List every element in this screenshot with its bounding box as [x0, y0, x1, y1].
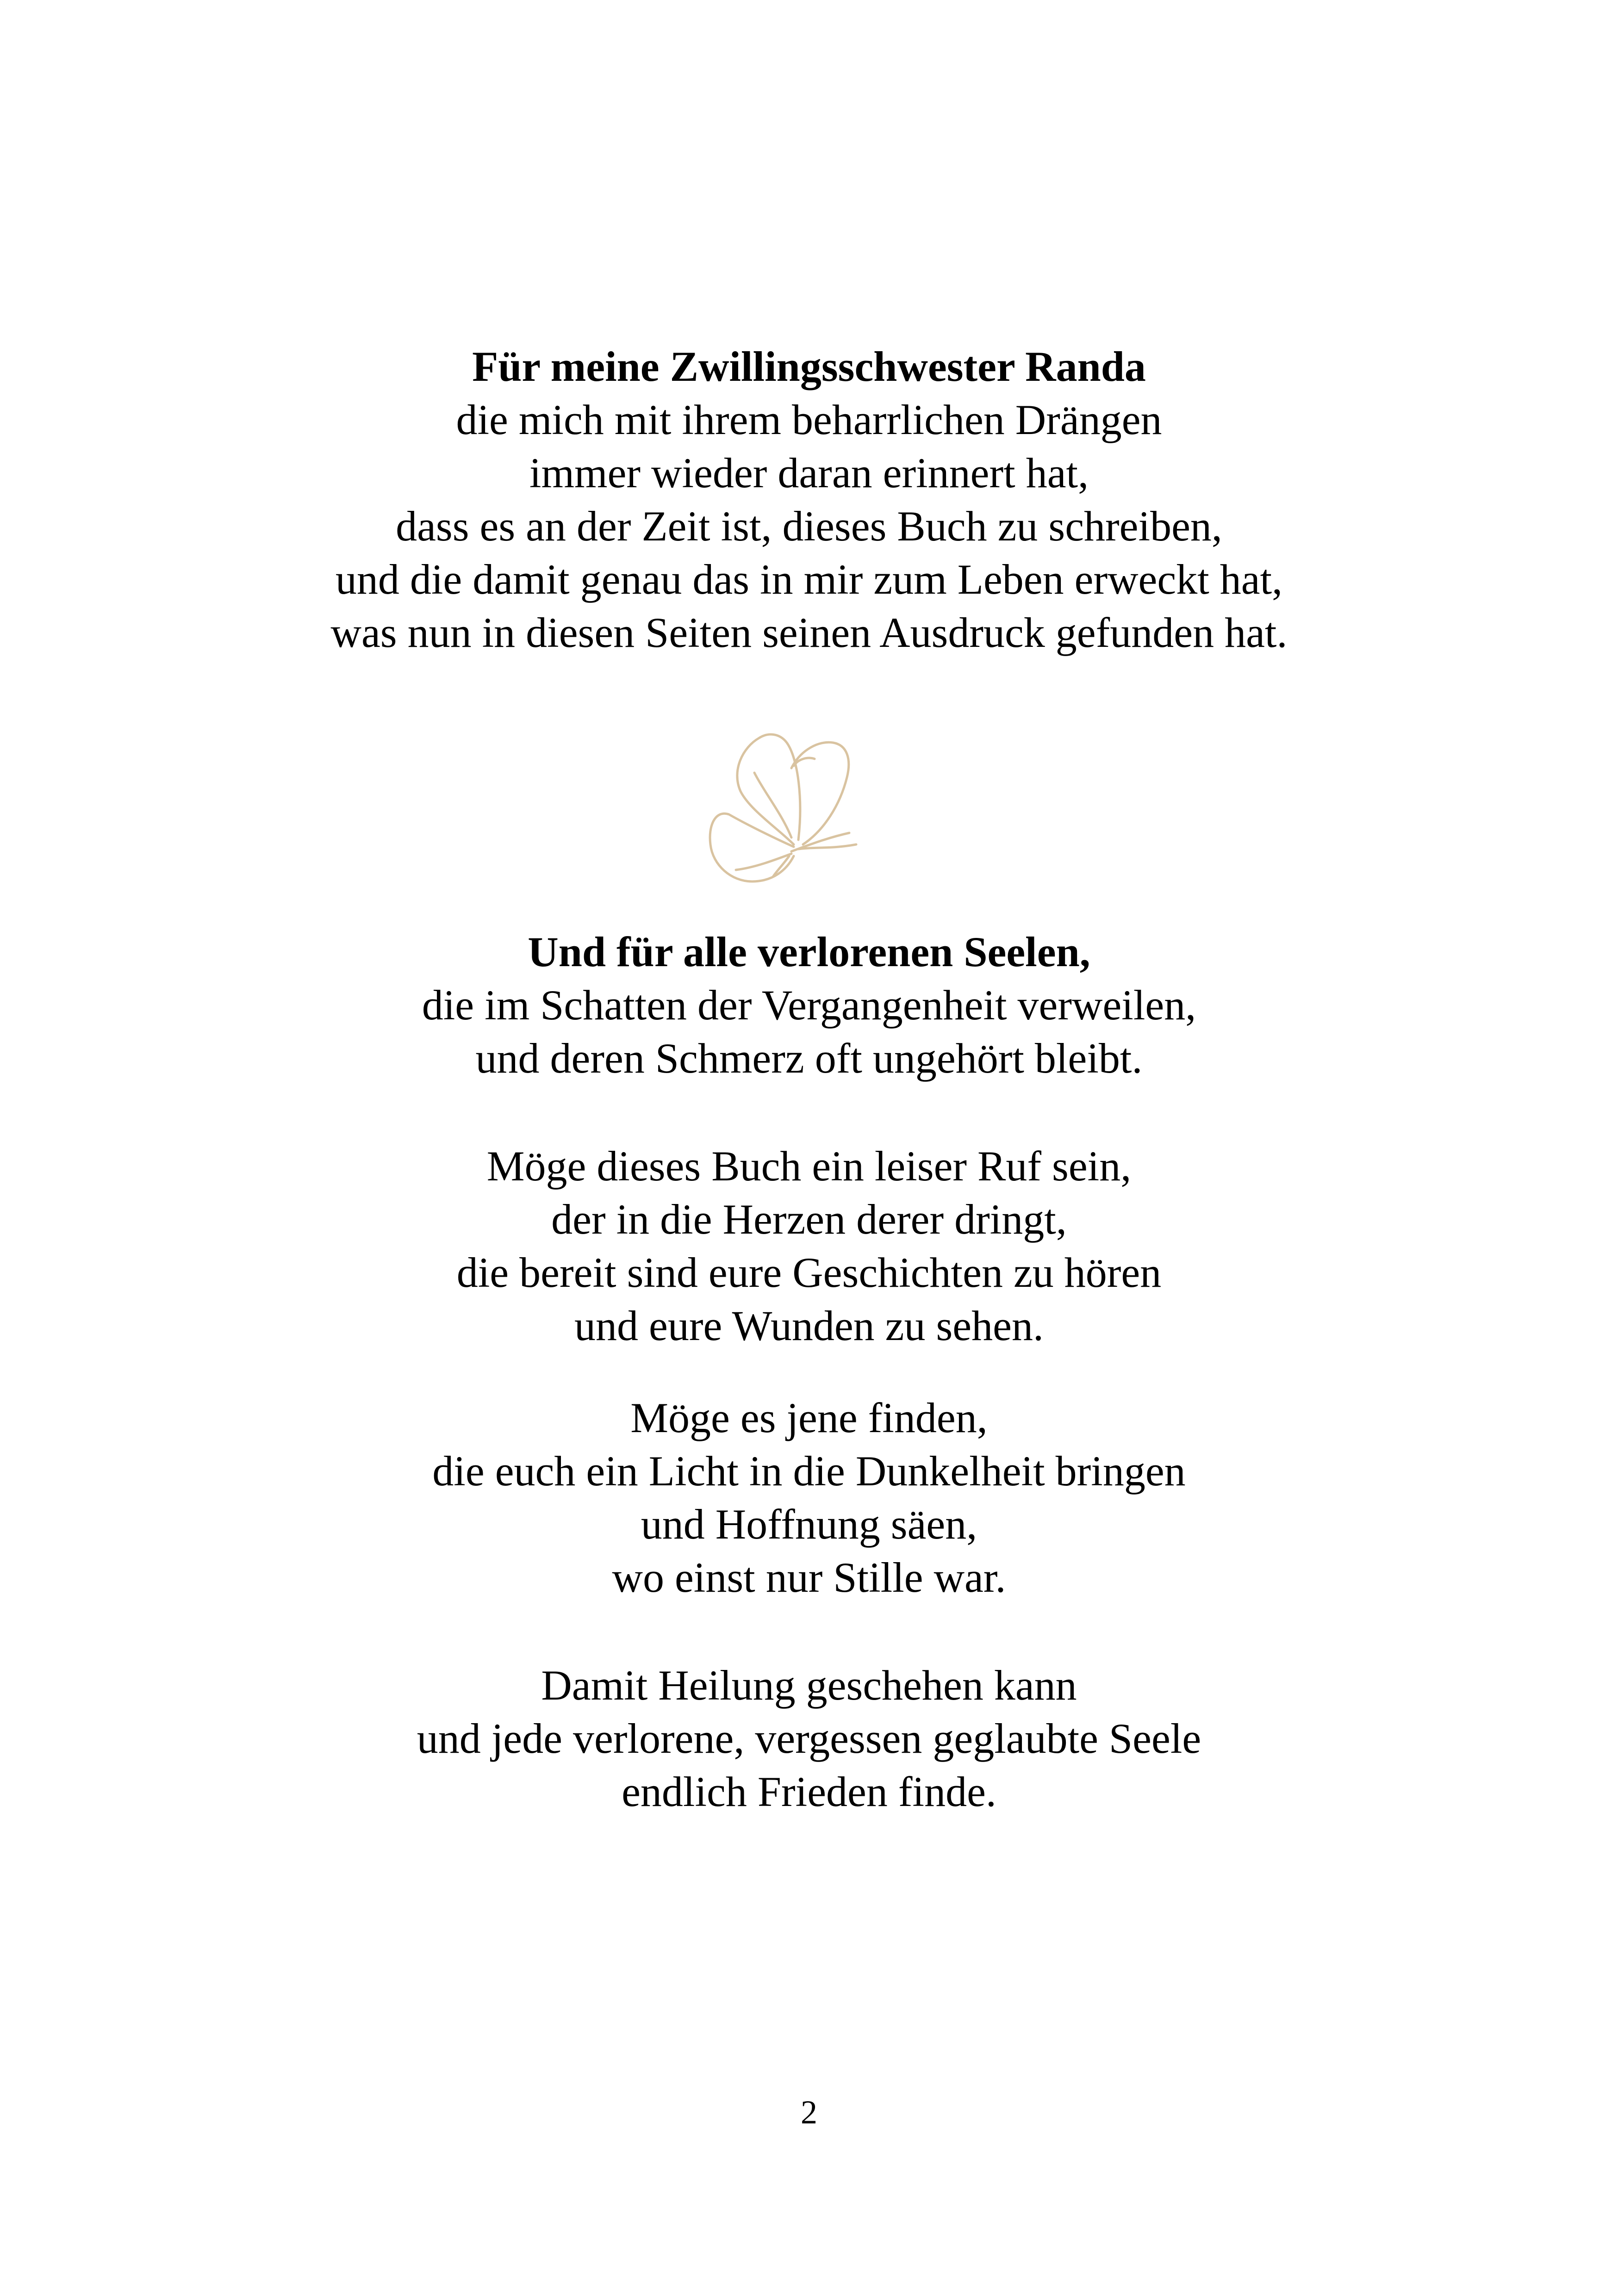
dedication-line: dass es an der Zeit ist, dieses Buch zu schreiben,: [396, 503, 1222, 550]
stanza: [0, 1391, 1618, 1604]
dedication-line: die mich mit ihrem beharrlichen Drängen: [456, 396, 1162, 443]
stanza: [0, 1140, 1618, 1353]
stanza-line: und jede verlorene, vergessen geglaubte Seele: [417, 1715, 1201, 1762]
dedication-line: immer wieder daran erinnert hat,: [529, 449, 1089, 496]
stanza-line: wo einst nur Stille war.: [612, 1554, 1006, 1601]
stanza-line: endlich Frieden finde.: [622, 1768, 996, 1815]
dedication-line: und die damit genau das in mir zum Leben erweckt hat,: [335, 556, 1283, 603]
stanza: [0, 1659, 1618, 1818]
stanza-line: Möge es jene finden,: [630, 1394, 988, 1441]
stanza-line: Damit Heilung geschehen kann: [541, 1662, 1077, 1709]
dedication-line: und deren Schmerz oft ungehört bleibt.: [475, 1035, 1143, 1082]
page-number: 2: [801, 2094, 817, 2131]
stanza-line: und Hoffnung säen,: [641, 1501, 977, 1548]
stanza-line: und eure Wunden zu sehen.: [574, 1302, 1044, 1349]
stanza-line: Möge dieses Buch ein leiser Ruf sein,: [486, 1142, 1132, 1190]
stanza-line: der in die Herzen derer dringt,: [551, 1196, 1067, 1243]
stanza-line: die euch ein Licht in die Dunkelheit bringen: [432, 1447, 1186, 1495]
dedication-heading: Für meine Zwillingsschwester Randa: [472, 343, 1146, 390]
dedication-lost-souls: [0, 925, 1618, 1085]
dedication-heading: Und für alle verlorenen Seelen,: [528, 928, 1090, 975]
dedication-line: die im Schatten der Vergangenheit verweilen,: [422, 981, 1196, 1029]
stanza-line: die bereit sind eure Geschichten zu hören: [456, 1249, 1162, 1296]
butterfly-icon: [699, 722, 870, 898]
dedication-line: was nun in diesen Seiten seinen Ausdruck gefunden hat.: [330, 609, 1288, 656]
dedication-twin-sister: [0, 340, 1618, 659]
